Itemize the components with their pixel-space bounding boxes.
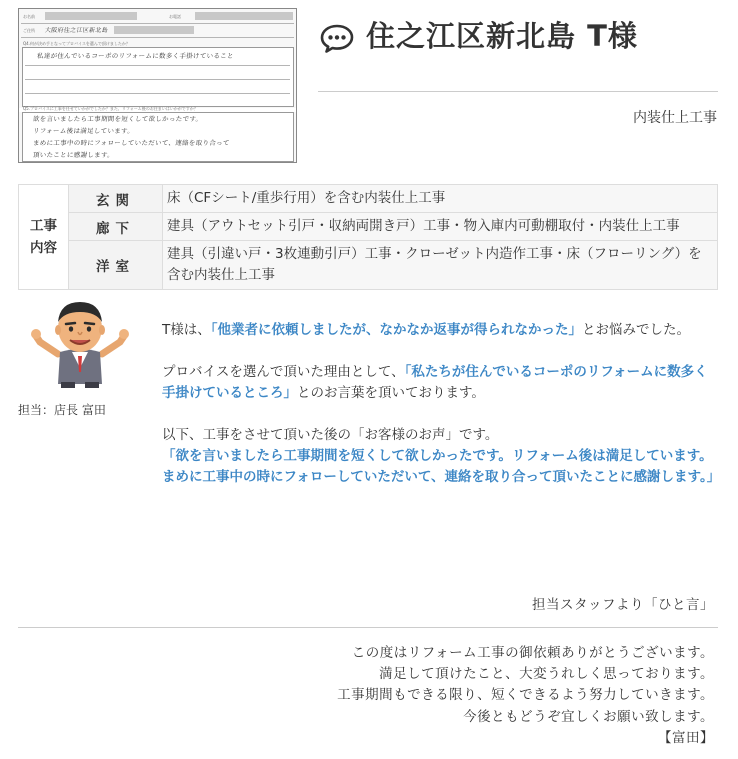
- staff-message: [337, 643, 714, 749]
- scan-voice-line-1: 欲を言いましたら工事期間を短くして欲しかったです。: [32, 115, 203, 123]
- work-category: 内装仕上工事: [633, 110, 717, 126]
- room-cell: 洋室: [69, 241, 163, 290]
- work-content-header: [19, 185, 69, 290]
- scan-voice-line-2: リフォーム後は満足しています。: [32, 127, 135, 135]
- work-header-line-1: 工事: [30, 218, 57, 234]
- scan-voice-line-3: まめに工事中の時にフォローしていただいて、連絡を取り合って: [32, 139, 231, 147]
- section-divider: [18, 627, 718, 628]
- scan-voice-line-4: 頂いたことに感謝します。: [32, 151, 115, 159]
- work-desc-cell: 建具（アウトセット引戸・収納両開き戸）工事・物入庫内可動棚取付・内装仕上工事: [163, 213, 718, 241]
- room-cell: 玄関: [69, 185, 163, 213]
- staff-message-line: 工事期間もできる限り、短くできるよう努力していきます。: [337, 687, 714, 704]
- scan-name-text: 大阪府住之江区新北島: [44, 27, 109, 34]
- page-title: 住之江区新北島 T様: [366, 19, 638, 53]
- speech-bubble-icon: [320, 23, 354, 53]
- story-text: とのお言葉を頂いております。: [297, 385, 485, 401]
- story-text: 以下、工事をさせて頂いた後の「お客様のお声」です。: [162, 427, 499, 443]
- room-cell: 廊下: [69, 213, 163, 241]
- table-row: [19, 185, 718, 213]
- work-desc-cell: 床（CFシート/重歩行用）を含む内装仕上工事: [163, 185, 718, 213]
- table-row: [19, 213, 718, 241]
- customer-story: [162, 320, 721, 509]
- story-paragraph-1: [162, 320, 714, 341]
- story-text: T様は、: [162, 322, 211, 338]
- story-highlight: 「他業者に依頼しましたが、なかなか返事が得られなかった」: [210, 322, 582, 338]
- questionnaire-scan: お名前 お電話 ご住所 大阪府住之江区新北島 Q4.何が決め手となってプロバイスを選んで頂けましたか？ 私達が住んでいるコーポのリフォームに数多く手掛けていること Q5.プロバイスに工事を任せていかがでしたか？また、リフォーム後のお住まいはいかがですか？ 欲を言いましたら工事期間を短くして欲しかったです。 リフォーム後は満足しています。 まめに工事中の時にフォローしていただいて、連絡を取り合って 頂いたことに感謝します。: [18, 8, 297, 163]
- staff-message-line: 今後ともどうぞ宜しくお願い致します。: [463, 708, 714, 725]
- story-text: プロバイスを選んで頂いた理由として、: [162, 364, 405, 380]
- story-highlight: 「私たちが住んでいるコーポのリフォームに数多く手掛けているところ」: [162, 364, 708, 401]
- story-paragraph-2: [162, 362, 714, 404]
- work-desc-cell: 建具（引違い戸・3枚連動引戸）工事・クローゼット内造作工事・床（フローリング）を含む内装仕上工事: [163, 241, 718, 290]
- work-content-table: [18, 184, 718, 290]
- staff-label: 担当：店長 富田: [18, 403, 106, 417]
- staff-message-line: 満足して頂けたこと、大変うれしく思っております。: [379, 666, 714, 683]
- title-divider: [318, 91, 718, 92]
- staff-message-line: この度はリフォーム工事の御依頼ありがとうございます。: [351, 645, 714, 661]
- staff-signature: 【富田】: [658, 729, 714, 746]
- scan-answer-line: 私達が住んでいるコーポのリフォームに数多く手掛けていること: [36, 52, 235, 60]
- customer-voice-quote: 「欲を言いましたら工事期間を短くして欲しかったです。リフォーム後は満足しています。まめに工事中の時にフォローしていただいて、連絡を取り合って頂いたことに感謝します。」: [162, 448, 721, 485]
- title-area: [320, 14, 638, 55]
- work-header-line-2: 内容: [30, 240, 57, 256]
- staff-comment-heading: 担当スタッフより「ひと言」: [532, 597, 714, 613]
- story-paragraph-3: [162, 425, 721, 488]
- table-row: [19, 241, 718, 290]
- staff-avatar: [30, 296, 130, 392]
- story-text: とお悩みでした。: [582, 322, 690, 338]
